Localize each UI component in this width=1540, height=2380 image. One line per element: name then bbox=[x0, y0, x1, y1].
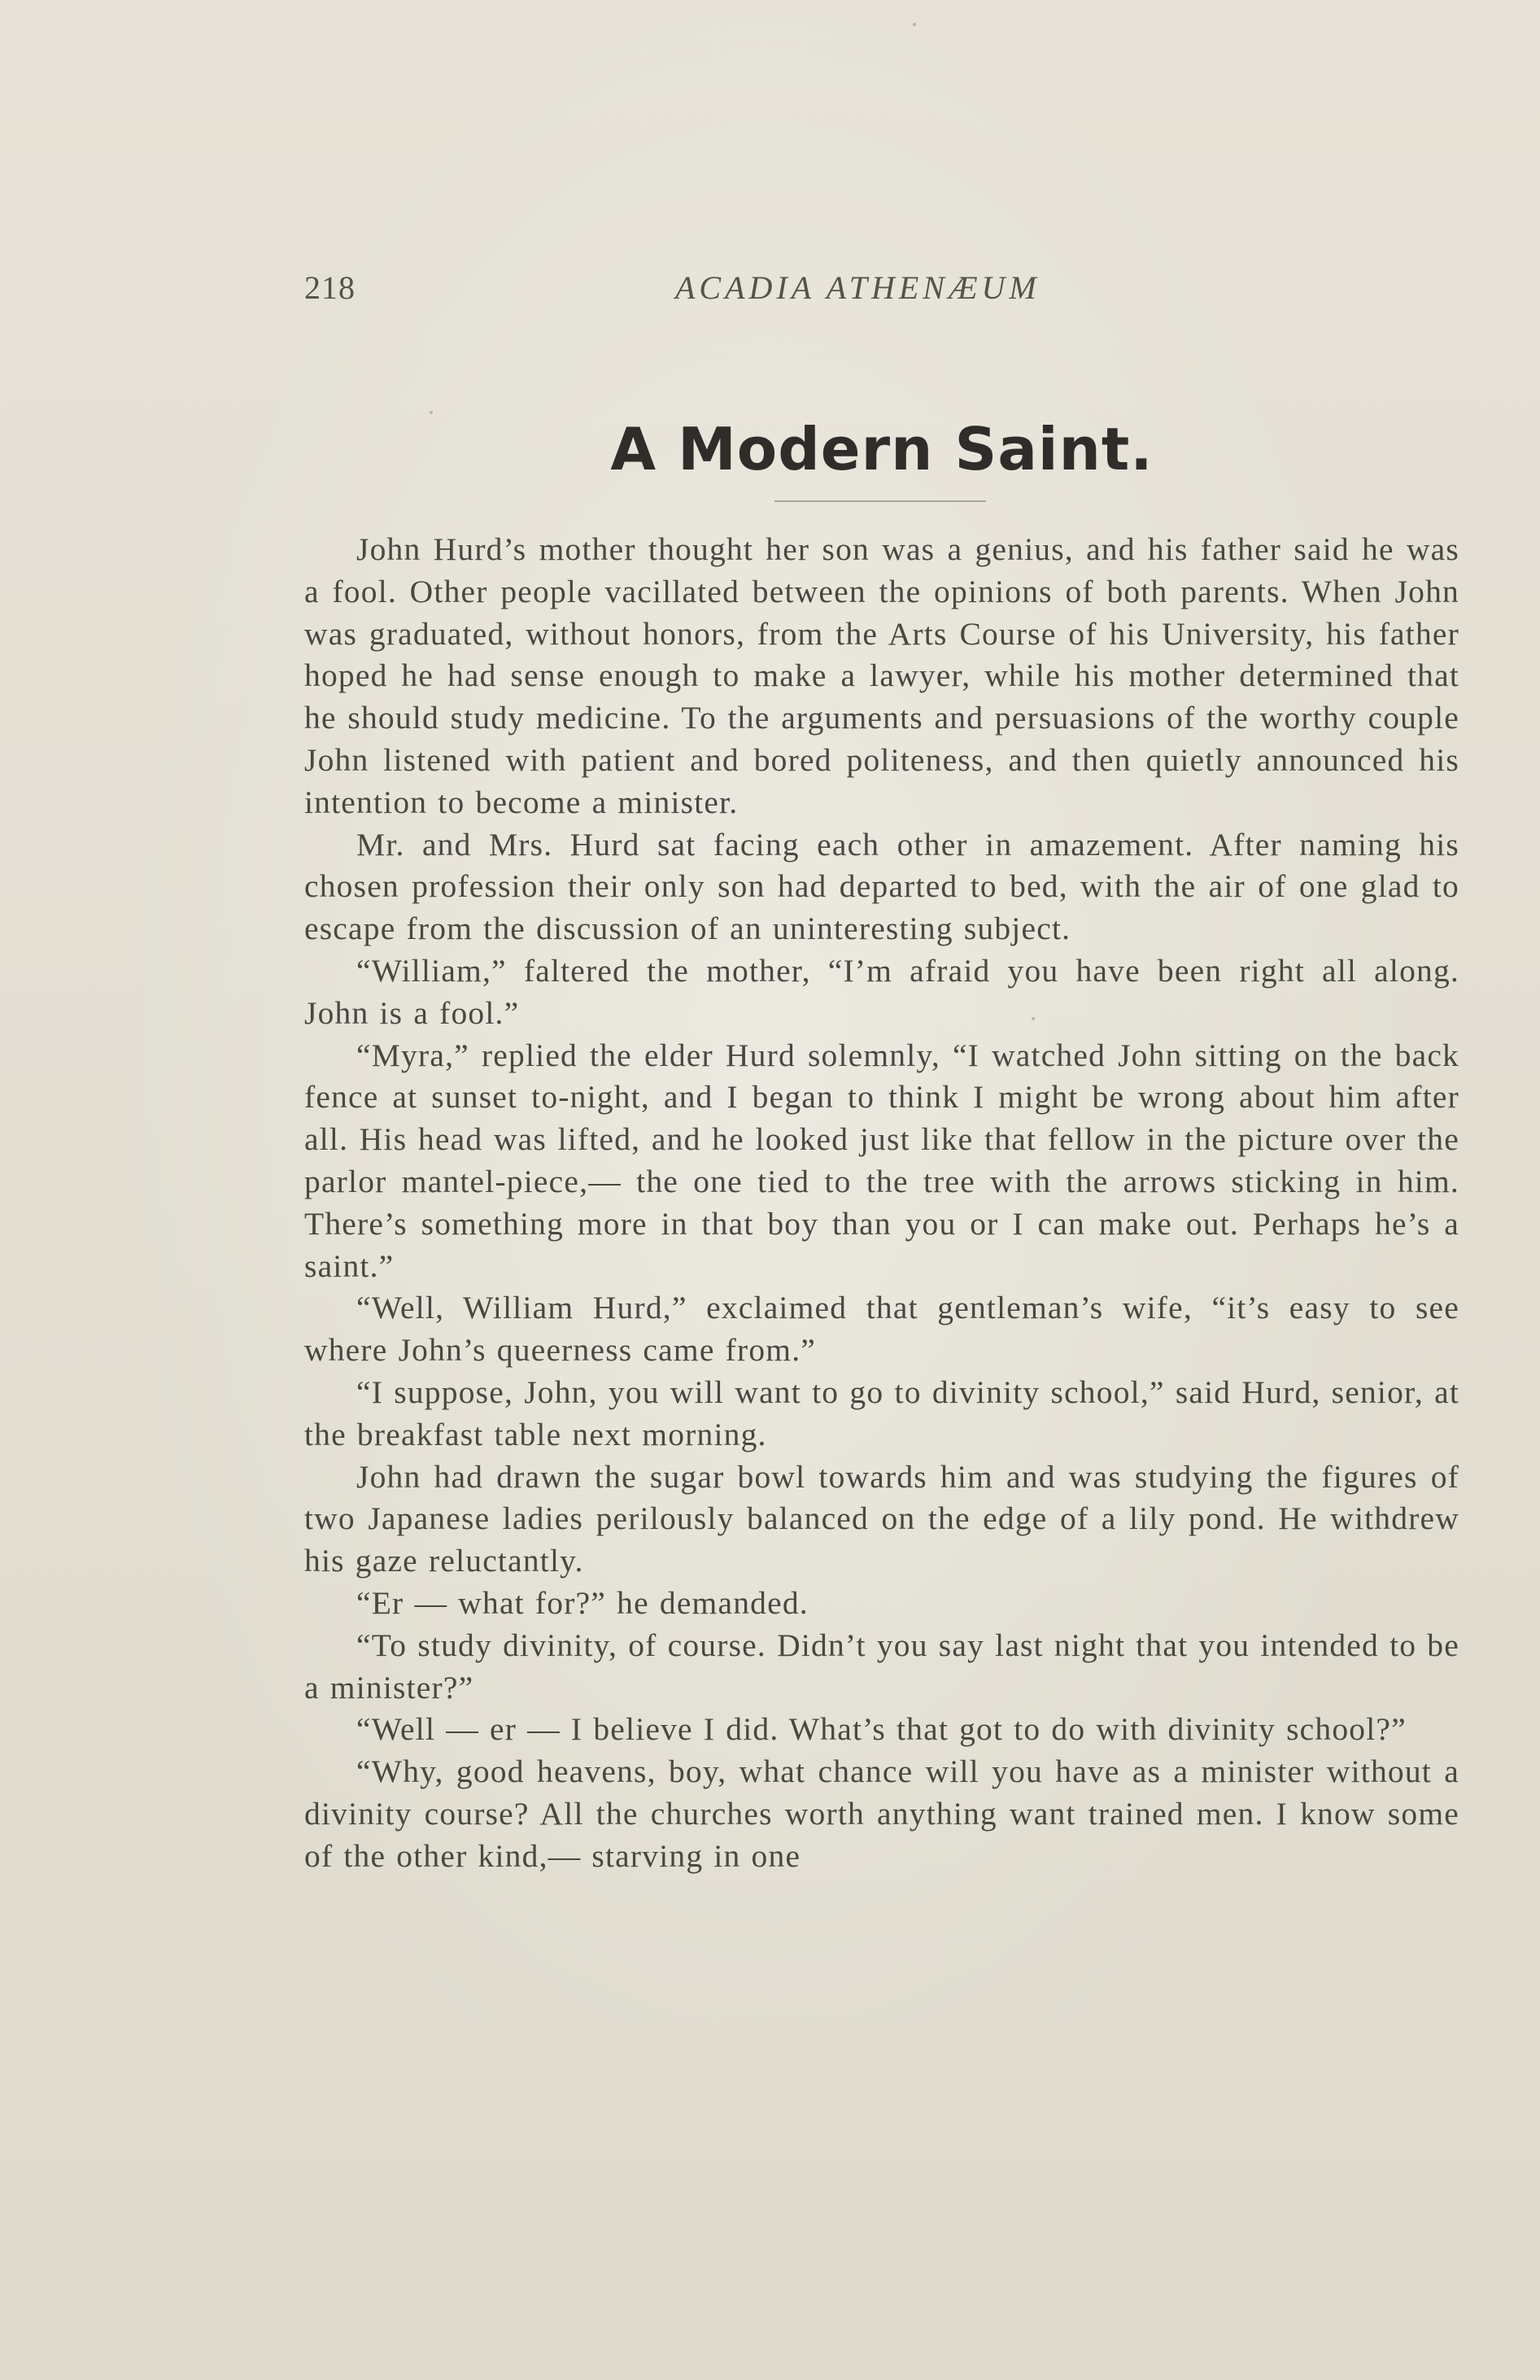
paragraph: John Hurd’s mother thought her son was a genius, and his father said he was a fool. Other people vacillated between the opinions of both parents. When John was graduated, without honors, from the Arts Course of his University, his father hoped he had sense enough to make a lawyer, while his mother determined that he should study medicine. To the arguments and persuasions of the worthy couple John listened with patient and bored politeness, and then quietly announced his intention to become a minister. bbox=[304, 531, 1459, 820]
article-body bbox=[304, 529, 1459, 1878]
paragraph: Mr. and Mrs. Hurd sat facing each other in amazement. After naming his chosen profession their only son had departed to bed, with the air of one glad to escape from the discussion of an uninteresting subject. bbox=[304, 826, 1459, 947]
journal-title: ACADIA ATHENÆUM bbox=[675, 269, 1040, 306]
paragraph: “Well, William Hurd,” exclaimed that gentleman’s wife, “it’s easy to see where John’s queerness came from.” bbox=[304, 1290, 1459, 1369]
paragraph: “I suppose, John, you will want to go to divinity school,” said Hurd, senior, at the breakfast table next morning. bbox=[304, 1373, 1459, 1452]
title-divider bbox=[774, 500, 986, 502]
paragraph: “Myra,” replied the elder Hurd solemnly, “I watched John sitting on the back fence at sunset to-night, and I began to think I might be wrong about him after all. His head was lifted, and he looked just like that fellow in the picture over the parlor mantel-piece,— the one tied to the tree with the arrows sticking in him. There’s something more in that boy than you or I can make out. Perhaps he’s a saint.” bbox=[304, 1037, 1459, 1284]
running-head bbox=[304, 269, 1459, 317]
page-number: 218 bbox=[304, 269, 356, 306]
paragraph: “Well — er — I believe I did. What’s that got to do with divinity school?” bbox=[356, 1711, 1407, 1748]
paper-speck bbox=[913, 23, 916, 26]
paragraph: “To study divinity, of course. Didn’t you say last night that you intended to be a minister?” bbox=[304, 1627, 1459, 1705]
paragraph: “William,” faltered the mother, “I’m afraid you have been right all along. John is a fool.” bbox=[304, 952, 1459, 1031]
paragraph: “Why, good heavens, boy, what chance will you have as a minister without a divinity course? All the churches worth anything want trained men. I know some of the other kind,— starving in one bbox=[304, 1753, 1459, 1874]
article-title: A Modern Saint. bbox=[610, 415, 1154, 483]
paper-speck bbox=[430, 411, 433, 414]
paragraph: “Er — what for?” he demanded. bbox=[356, 1584, 809, 1621]
paragraph: John had drawn the sugar bowl towards him and was studying the figures of two Japanese ladies perilously balanced on the edge of a lily pond. He withdrew his gaze reluctantly. bbox=[304, 1458, 1459, 1579]
paper-speck bbox=[1032, 1017, 1035, 1020]
